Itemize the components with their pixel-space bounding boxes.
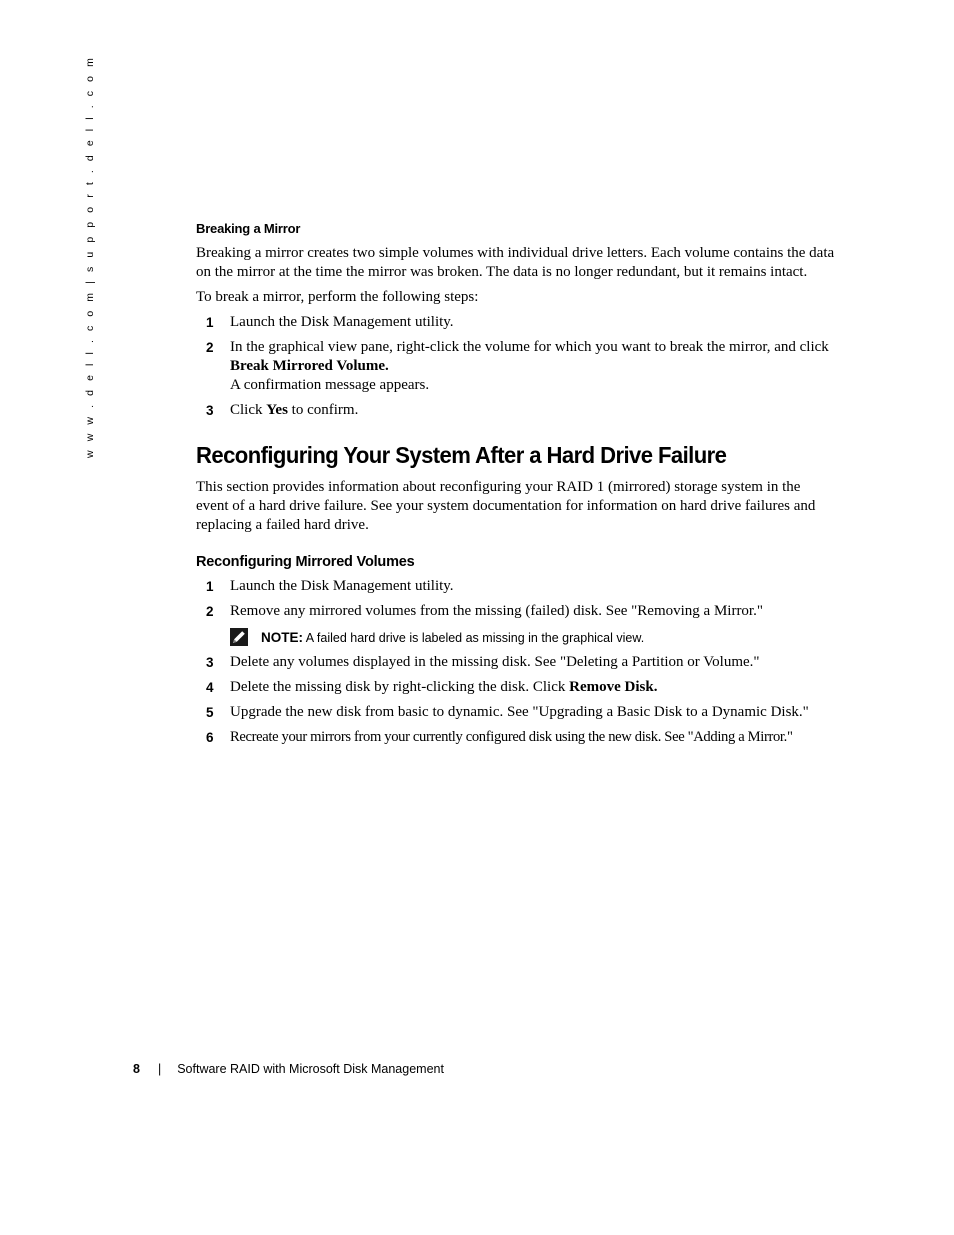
side-url: w w w . d e l l . c o m | s u p p o r t . d e l l . c o m xyxy=(84,55,96,458)
step-number: 6 xyxy=(206,730,214,745)
button-label-yes: Yes xyxy=(266,402,288,418)
section-intro: This section provides information about reconfiguring your RAID 1 (mirrored) storage system in the event of a hard drive failure. See your system documentation for information on hard drive failures and replacing a failed hard drive. xyxy=(196,479,816,533)
step-text: Upgrade the new disk from basic to dynamic. See "Upgrading a Basic Disk to a Dynamic Disk." xyxy=(230,704,809,720)
main-content xyxy=(196,220,836,747)
subheading-reconfiguring-mirrored-volumes: Reconfiguring Mirrored Volumes xyxy=(196,554,415,570)
step-number: 3 xyxy=(206,403,214,418)
step-text xyxy=(230,338,836,376)
page-footer xyxy=(133,1062,444,1076)
list-item xyxy=(196,577,836,596)
list-item xyxy=(196,602,836,621)
step-text-main: Click xyxy=(230,402,267,418)
step-text: Remove any mirrored volumes from the missing (failed) disk. See "Removing a Mirror." xyxy=(230,603,763,619)
step-number: 3 xyxy=(206,655,214,670)
menu-command-break-mirrored-volume: Break Mirrored Volume. xyxy=(230,358,389,374)
step-number: 1 xyxy=(206,579,214,594)
note-box xyxy=(196,629,836,647)
list-item xyxy=(196,653,836,672)
footer-separator: | xyxy=(157,1062,162,1076)
step-number: 5 xyxy=(206,705,214,720)
step-text xyxy=(230,678,836,697)
step-text xyxy=(230,401,836,420)
footer-title: Software RAID with Microsoft Disk Management xyxy=(177,1062,444,1076)
step-text-main: In the graphical view pane, right-click the volume for which you want to break the mirror, and click xyxy=(230,339,829,355)
step-text: Launch the Disk Management utility. xyxy=(230,578,454,594)
menu-command-remove-disk: Remove Disk. xyxy=(569,679,658,695)
section-heading-breaking-mirror: Breaking a Mirror xyxy=(196,221,301,236)
list-item xyxy=(196,338,836,395)
step-number: 1 xyxy=(206,315,214,330)
step-number: 2 xyxy=(206,604,214,619)
step-text: Delete any volumes displayed in the missing disk. See "Deleting a Partition or Volume." xyxy=(230,654,760,670)
list-item xyxy=(196,728,836,747)
step-text-main: Delete the missing disk by right-clicking the disk. Click xyxy=(230,679,570,695)
list-item xyxy=(196,703,836,722)
section-title: Reconfiguring Your System After a Hard Drive Failure xyxy=(196,442,727,468)
list-item xyxy=(196,313,836,332)
steps-intro: To break a mirror, perform the following steps: xyxy=(196,289,479,305)
note-pencil-icon xyxy=(230,628,248,646)
breaking-mirror-intro: Breaking a mirror creates two simple volumes with individual drive letters. Each volume contains the data on the mirror at the time the mirror was broken. The data is no longer redundant, but it remains intact. xyxy=(196,245,835,280)
step-text: Recreate your mirrors from your currently configured disk using the new disk. See "Adding a Mirror." xyxy=(230,729,793,745)
step-result: A confirmation message appears. xyxy=(230,377,430,393)
list-item xyxy=(196,401,836,420)
note-text: A failed hard drive is labeled as missing in the graphical view. xyxy=(303,631,645,645)
step-number: 4 xyxy=(206,680,214,695)
step-text-after: to confirm. xyxy=(287,402,359,418)
step-number: 2 xyxy=(206,340,214,355)
step-text: Launch the Disk Management utility. xyxy=(230,314,454,330)
page-number: 8 xyxy=(133,1062,140,1076)
note-label: NOTE: xyxy=(261,630,303,645)
list-item xyxy=(196,678,836,697)
